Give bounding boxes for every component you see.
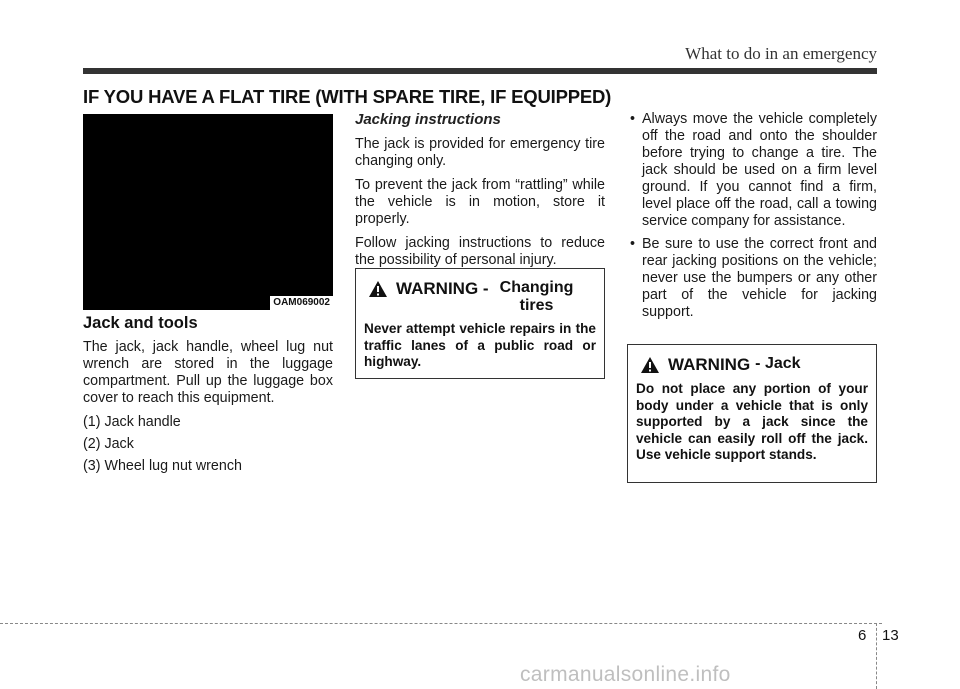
warning-text: Do not place any portion of your body under a vehicle that is only supported by a jack since the vehicle can easily roll off the jack. Use vehicle support stands. [636, 381, 868, 462]
warning-text: Never attempt vehicle repairs in the traffic lanes of a public road or highway. [364, 321, 596, 369]
footer-divider [876, 623, 877, 689]
photo-code: OAM069002 [270, 296, 333, 310]
warning-box-jack [627, 344, 877, 483]
warning-label: WARNING [668, 355, 751, 374]
jack-tools-heading: Jack and tools [83, 314, 198, 332]
bullet-item: • Be sure to use the correct front and rear jacking positions on the vehicle; never use the bumpers or any other part of the vehicle for jacking support. [627, 236, 877, 321]
warning-topic: Changing tires [499, 279, 574, 314]
chapter-title: IF YOU HAVE A FLAT TIRE (WITH SPARE TIRE, IF EQUIPPED) [83, 86, 612, 107]
jack-tools-section [83, 315, 333, 480]
safety-bullets [627, 111, 877, 327]
tool-item: (3) Wheel lug nut wrench [83, 458, 242, 474]
warning-topic: - Jack [755, 355, 801, 372]
warning-triangle-icon [368, 280, 388, 298]
jacking-paragraph: The jack is provided for emergency tire changing only. [355, 136, 605, 169]
jacking-paragraph: To prevent the jack from “rattling” while the vehicle is in motion, store it properly. [355, 177, 605, 227]
warning-box-changing-tires [355, 268, 605, 379]
warning-triangle-icon [640, 356, 660, 374]
footer-rule [0, 623, 882, 624]
jacking-section [355, 111, 605, 276]
page-number: 13 [882, 627, 899, 644]
chapter-number: 6 [858, 627, 867, 644]
warning-title [368, 279, 604, 315]
warning-title [640, 355, 876, 375]
header-rule [83, 68, 877, 74]
tool-item: (2) Jack [83, 436, 134, 452]
bullet-item: • Always move the vehicle completely off the road and onto the shoulder before trying to change a tire. The jack should be used on a firm level ground. If you cannot find a firm, level place off the road, call a towing service company for assistance. [627, 111, 877, 230]
watermark: carmanualsonline.info [520, 663, 731, 686]
section-header: What to do in an emergency [685, 44, 877, 63]
jacking-heading: Jacking instructions [355, 111, 501, 128]
jack-tools-photo [83, 114, 333, 310]
jack-tools-body: The jack, jack handle, wheel lug nut wrench are stored in the luggage compartment. Pull up the luggage box cover to reach this equipment. [83, 339, 333, 406]
tool-item: (1) Jack handle [83, 414, 181, 430]
warning-label: WARNING - [396, 279, 489, 298]
jacking-paragraph: Follow jacking instructions to reduce the possibility of personal injury. [355, 235, 605, 268]
